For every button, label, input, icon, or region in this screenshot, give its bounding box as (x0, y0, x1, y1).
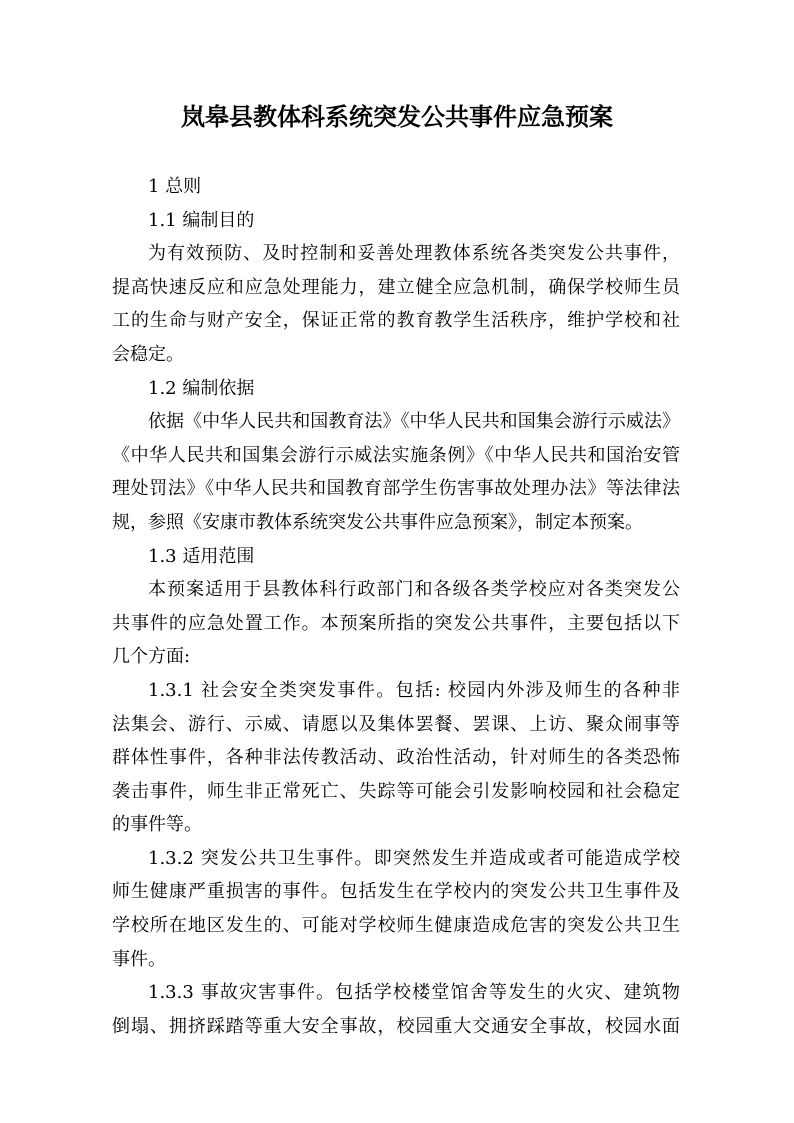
paragraph-line: 袭击事件，师生非正常死亡、失踪等可能会引发影响校园和社会稳定 (112, 780, 680, 802)
section-heading: 1 总则 (148, 176, 202, 197)
document-body (112, 170, 680, 1043)
paragraph-line: 师生健康严重损害的事件。包括发生在学校内的突发公共卫生事件及 (112, 881, 680, 903)
paragraph-line: 学校所在地区发生的、可能对学校师生健康造成危害的突发公共卫生 (112, 915, 680, 937)
paragraph-line: 1.3.2 突发公共卫生事件。即突然发生并造成或者可能造成学校 (148, 847, 680, 869)
paragraph-line: 几个方面: (112, 646, 191, 668)
paragraph-line: 理处罚法》《中华人民共和国教育部学生伤害事故处理办法》等法律法 (112, 478, 680, 500)
document-title: 岚皋县教体科系统突发公共事件应急预案 (181, 102, 613, 131)
paragraph-line: 事件。 (112, 948, 166, 970)
paragraph-line: 倒塌、拥挤踩踏等重大安全事故，校园重大交通安全事故，校园水面 (112, 1015, 680, 1037)
paragraph-line: 共事件的应急处置工作。本预案所指的突发公共事件，主要包括以下 (112, 612, 680, 634)
section-heading: 1.3 适用范围 (148, 545, 255, 567)
section-heading: 1.1 编制目的 (148, 209, 255, 231)
paragraph-line: 1.3.1 社会安全类突发事件。包括: 校园内外涉及师生的各种非 (148, 679, 680, 701)
paragraph-line: 依据《中华人民共和国教育法》《中华人民共和国集会游行示威法》 (148, 411, 680, 433)
paragraph-line: 1.3.3 事故灾害事件。包括学校楼堂馆舍等发生的火灾、建筑物 (148, 982, 680, 1004)
paragraph-line: 的事件等。 (112, 814, 202, 836)
paragraph-line: 工的生命与财产安全，保证正常的教育教学生活秩序，维护学校和社 (112, 310, 680, 332)
paragraph-line: 《中华人民共和国集会游行示威法实施条例》《中华人民共和国治安管 (112, 444, 680, 466)
paragraph-line: 规，参照《安康市教体系统突发公共事件应急预案》，制定本预案。 (112, 511, 643, 533)
paragraph-line: 本预案适用于县教体科行政部门和各级各类学校应对各类突发公 (148, 579, 680, 601)
paragraph-line: 群体性事件，各种非法传教活动、政治性活动，针对师生的各类恐怖 (112, 747, 680, 769)
paragraph-line: 会稳定。 (112, 343, 184, 365)
paragraph-line: 法集会、游行、示威、请愿以及集体罢餐、罢课、上访、聚众闹事等 (112, 713, 680, 735)
section-heading: 1.2 编制依据 (148, 377, 255, 399)
paragraph-line: 提高快速反应和应急处理能力，建立健全应急机制，确保学校师生员 (112, 276, 680, 298)
paragraph-line: 为有效预防、及时控制和妥善处理教体系统各类突发公共事件， (148, 243, 680, 265)
